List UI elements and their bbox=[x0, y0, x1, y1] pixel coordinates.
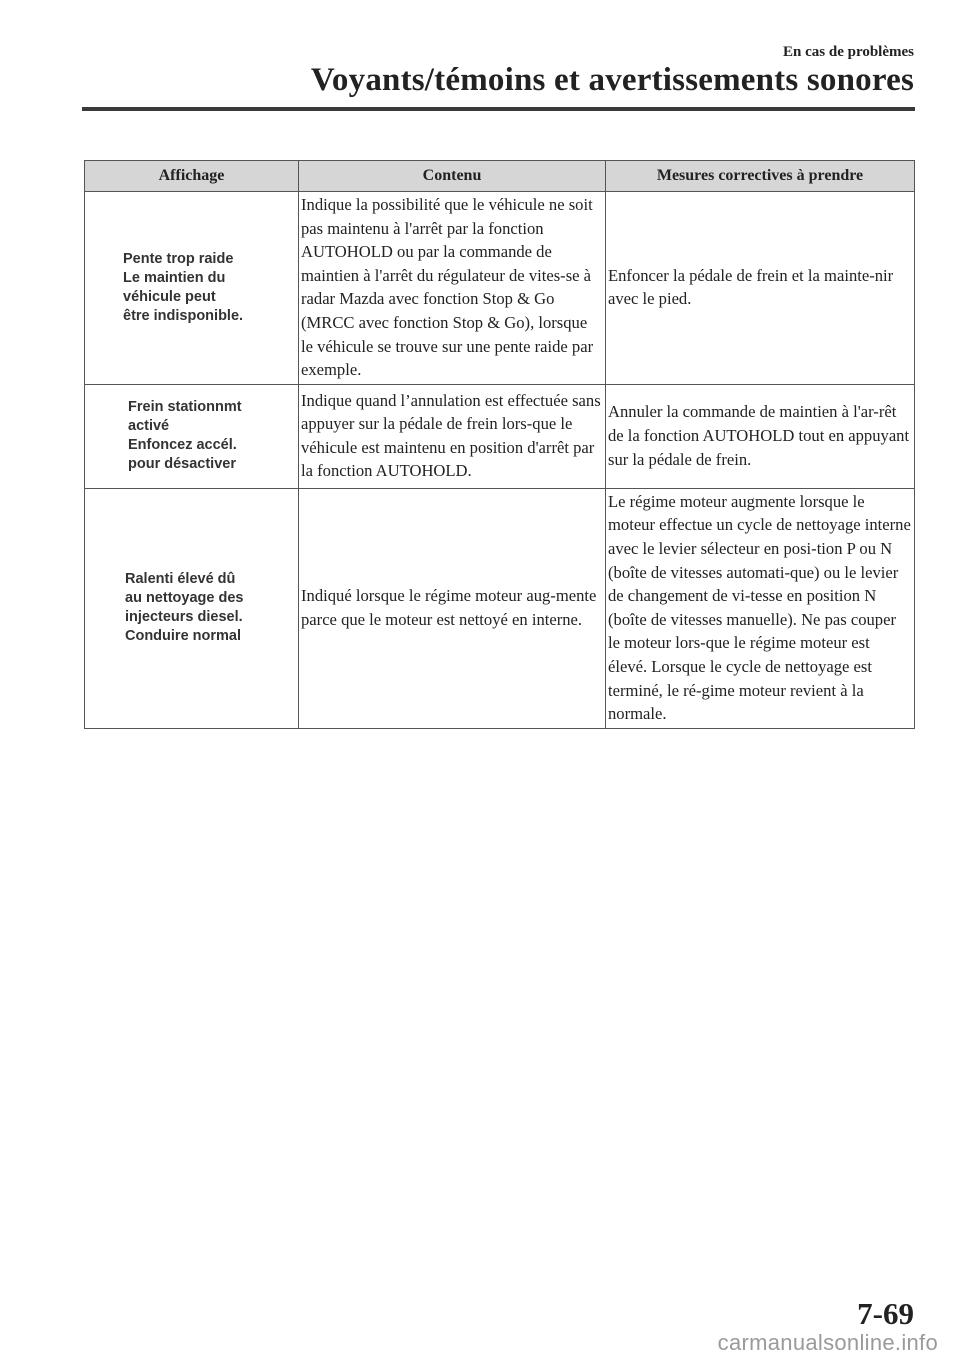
action-cell: Annuler la commande de maintien à l'ar-rêt de la fonction AUTOHOLD tout en appuyant sur la pédale de frein. bbox=[606, 384, 915, 488]
page-title: Voyants/témoins et avertissements sonores bbox=[310, 62, 914, 98]
display-cell bbox=[85, 384, 299, 488]
watermark: carmanualsonline.info bbox=[717, 1330, 938, 1355]
display-message: Frein stationnmt activé Enfoncez accél. pour désactiver bbox=[128, 399, 242, 473]
section-title: En cas de problèmes bbox=[783, 44, 914, 60]
display-cell bbox=[85, 192, 299, 385]
display-message: Pente trop raide Le maintien du véhicule peut être indisponible. bbox=[123, 250, 244, 324]
content-cell: Indique la possibilité que le véhicule ne soit pas maintenu à l'arrêt par la fonction AUTOHOLD ou par la commande de maintien à l'arrêt du régulateur de vites-se à radar Mazda avec fonction Stop & Go (MRCC avec fonction Stop & Go), lorsque le véhicule se trouve sur une pente raide par exemple. bbox=[299, 192, 606, 385]
action-cell: Le régime moteur augmente lorsque le moteur effectue un cycle de nettoyage interne avec le levier sélecteur en posi-tion P ou N (boîte de vitesses automati-que) ou le levier de changement de vi-tesse en position N (boîte de vitesses manuelle). Ne pas couper le moteur lors-que le régime moteur est élevé. Lorsque le cycle de nettoyage est terminé, le ré-gime moteur revient à la normale. bbox=[606, 488, 915, 728]
column-header-content: Contenu bbox=[299, 161, 606, 192]
page-number: 7-69 bbox=[857, 1296, 914, 1331]
action-cell: Enfoncer la pédale de frein et la mainte-nir avec le pied. bbox=[606, 192, 915, 385]
table-row bbox=[85, 192, 915, 385]
display-cell bbox=[85, 488, 299, 728]
table-row bbox=[85, 384, 915, 488]
content-cell: Indiqué lorsque le régime moteur aug-mente parce que le moteur est nettoyé en interne. bbox=[299, 488, 606, 728]
display-message: Ralenti élevé dû au nettoyage des injecteurs diesel. Conduire normal bbox=[125, 571, 244, 645]
column-header-action: Mesures correctives à prendre bbox=[606, 161, 915, 192]
table-row bbox=[85, 488, 915, 728]
warning-table bbox=[84, 160, 915, 729]
column-header-display: Affichage bbox=[85, 161, 299, 192]
table-header-row bbox=[85, 161, 915, 192]
content-cell: Indique quand l’annulation est effectuée sans appuyer sur la pédale de frein lors-que le véhicule est maintenu en position d'arrêt par la fonction AUTOHOLD. bbox=[299, 384, 606, 488]
header-divider bbox=[82, 107, 915, 111]
